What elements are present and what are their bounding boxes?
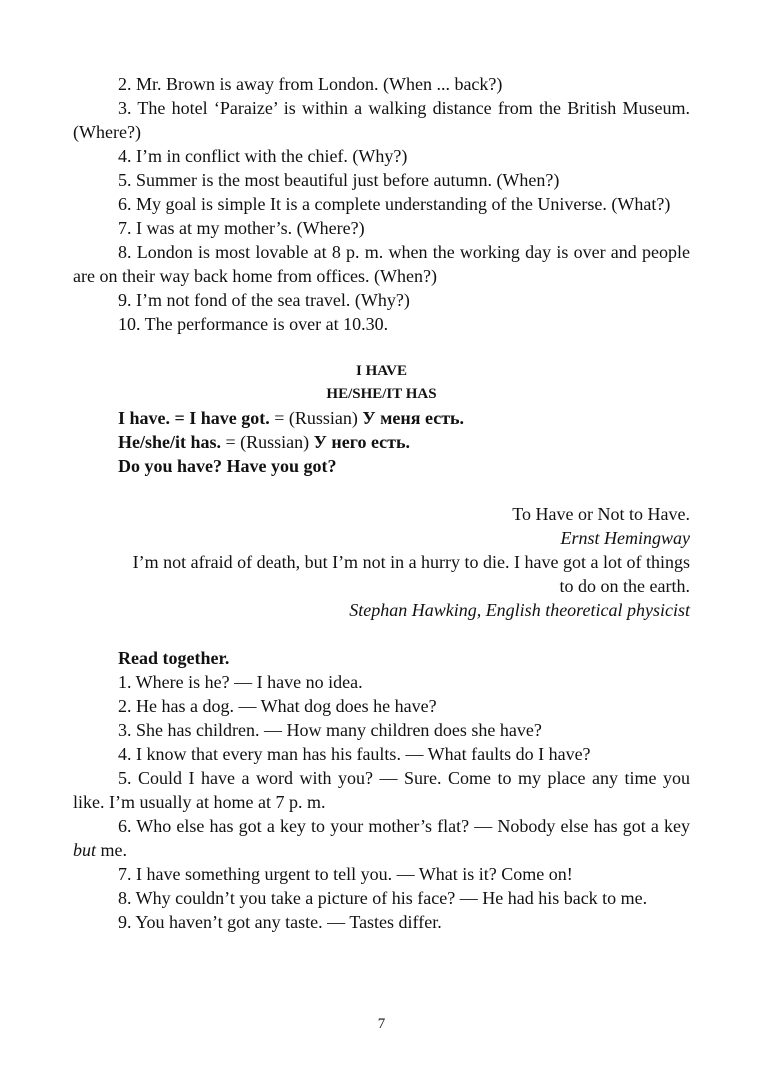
dialogue-item (73, 814, 690, 862)
dialogue-item-6-part-1: 6. Who else has got a key to your mother’s flat? — Nobody else has got a key (118, 816, 690, 836)
exercise-item: 9. I’m not fond of the sea travel. (Why?) (118, 290, 410, 310)
dialogue-item: 5. Could I have a word with you? — Sure. Come to my place any time you like. I’m usually at home at 7 p. m. (73, 768, 690, 812)
heading-line-2: HE/SHE/IT HAS (326, 386, 437, 402)
rule-has-equals: = (Russian) (221, 432, 314, 452)
quote-hawking-text: I’m not afraid of death, but I’m not in a hurry to die. I have got a lot of things to do on the earth. (132, 552, 690, 596)
exercise-item: 4. I’m in conflict with the chief. (Why?) (118, 146, 408, 166)
section-heading (73, 360, 690, 406)
dialogue-item: 3. She has children. — How many children does she have? (118, 720, 542, 740)
rule-has-english: He/she/it has. (118, 432, 222, 452)
quote-hawking-author: Stephan Hawking, English theoretical physicist (349, 600, 690, 620)
quote-hemingway-text: To Have or Not to Have. (512, 504, 690, 524)
rule-have (73, 406, 690, 430)
rule-have-english: I have. = I have got. (118, 408, 270, 428)
dialogue-item-6-part-3: me. (96, 840, 128, 860)
page-content (73, 72, 690, 934)
rule-has-russian: У него есть. (313, 432, 411, 452)
exercise-item: 5. Summer is the most beautiful just before autumn. (When?) (118, 170, 560, 190)
dialogue-item: 1. Where is he? — I have no idea. (118, 672, 363, 692)
rule-have-russian: У меня есть. (362, 408, 465, 428)
dialogue-item: 9. You haven’t got any taste. — Tastes differ. (118, 912, 442, 932)
exercise-item: 10. The performance is over at 10.30. (118, 314, 389, 334)
heading-line-1: I HAVE (356, 363, 407, 379)
rule-question: Do you have? Have you got? (118, 456, 337, 476)
rule-have-equals: = (Russian) (269, 408, 363, 428)
dialogue-item: 7. I have something urgent to tell you. — What is it? Come on! (118, 864, 573, 884)
exercise-item: 8. London is most lovable at 8 p. m. when the working day is over and people are on their way back home from offices. (When?) (73, 242, 690, 286)
exercise-item: 2. Mr. Brown is away from London. (When ... back?) (118, 74, 503, 94)
read-together-title: Read together. (118, 648, 230, 668)
dialogue-item: 4. I know that every man has his faults. — What faults do I have? (118, 744, 591, 764)
page-number: 7 (377, 1016, 386, 1032)
quote-hemingway-author: Ernst Hemingway (560, 528, 690, 548)
exercise-item: 7. I was at my mother’s. (Where?) (118, 218, 365, 238)
exercise-item: 3. The hotel ‘Paraize’ is within a walking distance from the British Museum. (Where?) (73, 98, 690, 142)
rule-has (73, 430, 690, 454)
exercise-item: 6. My goal is simple It is a complete understanding of the Universe. (What?) (118, 194, 671, 214)
dialogue-item: 2. He has a dog. — What dog does he have? (118, 696, 437, 716)
dialogue-item: 8. Why couldn’t you take a picture of his face? — He had his back to me. (118, 888, 648, 908)
dialogue-item-6-italic: but (73, 840, 97, 860)
